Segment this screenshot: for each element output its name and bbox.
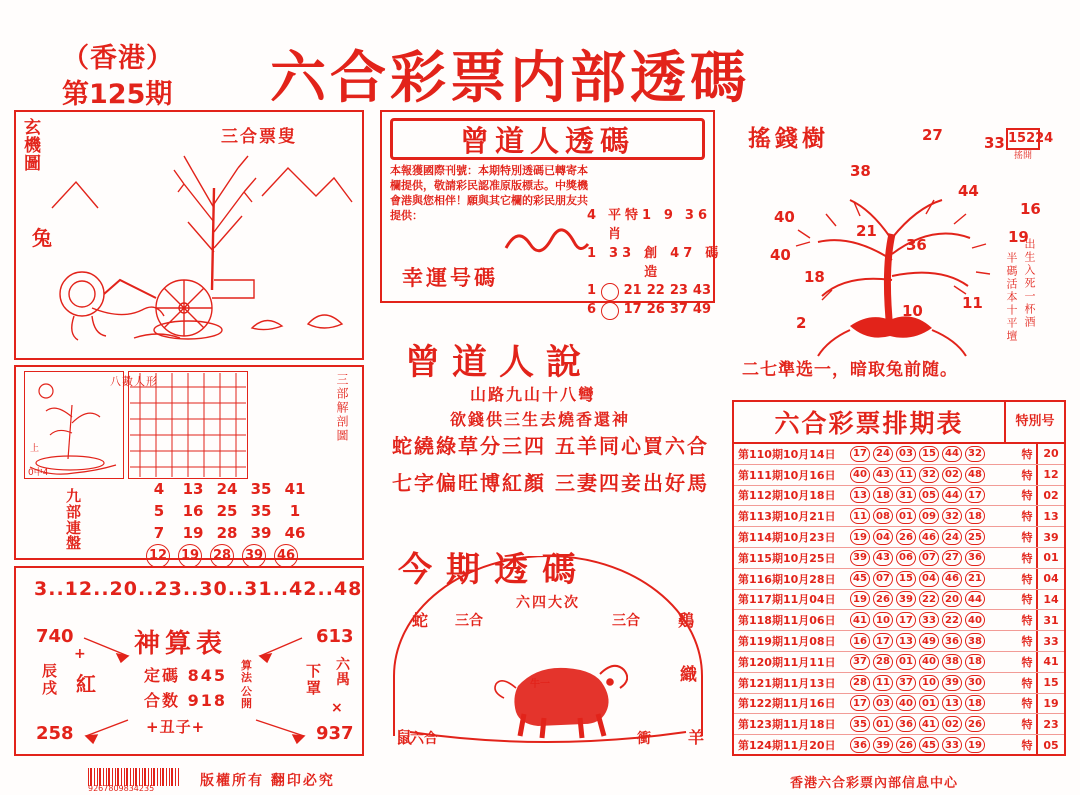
- table-row: [734, 569, 1064, 590]
- lucky-row: [587, 301, 711, 320]
- lottery-ball: 44: [965, 591, 985, 607]
- sanhe-right-label: 三合: [612, 613, 640, 629]
- lottery-ball: 18: [965, 695, 985, 711]
- lottery-ball: 35: [850, 716, 870, 732]
- lottery-ball: 40: [896, 695, 916, 711]
- num-cell-circled: 28: [210, 544, 234, 568]
- lottery-ball: 17: [850, 446, 870, 462]
- special-number: 41: [1036, 652, 1064, 672]
- svg-text:上: 上: [30, 444, 40, 454]
- lucky-number-table: [587, 207, 723, 320]
- special-marker: 特: [1021, 593, 1033, 607]
- special-marker: 特: [1021, 551, 1033, 565]
- schedule-table-panel: [732, 400, 1066, 756]
- num-cell-circled: 19: [178, 544, 202, 568]
- zds-subtitle-2: 欲錢供三生去燒香還神: [450, 410, 631, 429]
- liuhe-label: 六合: [410, 731, 438, 747]
- bashu-illustration: [24, 371, 124, 479]
- chenxu-label: 辰戌: [42, 662, 58, 698]
- zodiac-rat: 鼠: [396, 728, 413, 747]
- lucky-num: 43: [692, 283, 711, 299]
- sanhe-left-label: 三合: [455, 613, 483, 629]
- num-cell: 35: [250, 480, 272, 498]
- schedule-date: 第117期11月04日: [738, 593, 836, 607]
- lottery-ball: 01: [896, 508, 916, 524]
- lottery-ball: 37: [896, 675, 916, 691]
- lottery-ball: 36: [965, 550, 985, 566]
- xuanji-illustration: [16, 112, 362, 358]
- tree-number: 21: [856, 222, 877, 240]
- money-tree-title: 搖錢樹: [748, 126, 829, 152]
- table-row: [734, 714, 1064, 735]
- circle-marker: [601, 283, 619, 301]
- lottery-ball: 17: [850, 695, 870, 711]
- special-marker: 特: [1021, 531, 1033, 545]
- zengdaoren-banner: [390, 118, 705, 160]
- schedule-date: 第114期10月23日: [738, 531, 836, 545]
- num-cell: 1: [289, 501, 301, 520]
- lottery-ball: 39: [942, 675, 962, 691]
- lottery-ball: 15: [919, 446, 939, 462]
- lottery-ball: 37: [850, 654, 870, 670]
- lottery-ball: 04: [873, 529, 893, 545]
- zds-verse-1: 蛇繞綠草分三四 五羊同心買六合: [392, 434, 709, 458]
- lottery-ball: 36: [896, 716, 916, 732]
- schedule-date: 第123期11月18日: [738, 718, 836, 732]
- gongkai-label: 公開: [241, 685, 252, 711]
- special-marker: 特: [1021, 635, 1033, 649]
- tree-number: 11: [962, 294, 983, 312]
- num-cell-circled: 12: [146, 544, 170, 568]
- lottery-ball: 46: [942, 571, 962, 587]
- lottery-ball: 07: [873, 571, 893, 587]
- xuanji-label: 玄機圖: [24, 118, 41, 174]
- num-cell: 7: [153, 523, 165, 542]
- num-cell: 35: [250, 501, 272, 520]
- lottery-ball: 38: [965, 633, 985, 649]
- lottery-ball: 36: [942, 633, 962, 649]
- lottery-ball: 01: [919, 695, 939, 711]
- lottery-ball: 10: [873, 612, 893, 628]
- lottery-ball: 13: [942, 695, 962, 711]
- corner-number-tl: 740: [36, 626, 74, 647]
- zodiac-rooster: 鷄: [678, 611, 695, 630]
- sub-header: 47: [670, 245, 697, 261]
- number-strip: 3..12..20..23..30..31..42..48: [34, 578, 363, 600]
- shensuan-title: 神算表: [134, 629, 228, 659]
- tree-number: 19: [1008, 228, 1029, 246]
- schedule-date: 第116期10月28日: [738, 572, 836, 586]
- special-number: 12: [1036, 465, 1064, 485]
- table-row: [734, 652, 1064, 673]
- sub-header: 碼: [705, 245, 723, 261]
- lottery-ball: 26: [873, 591, 893, 607]
- corner-number-bl: 258: [36, 723, 74, 744]
- schedule-date: 第115期10月25日: [738, 551, 836, 565]
- lottery-ball: 43: [873, 550, 893, 566]
- tree-number: 33: [984, 134, 1005, 152]
- tree-number: 2: [796, 314, 807, 332]
- ball-group: [850, 633, 1018, 649]
- ball-group: [850, 591, 1018, 607]
- table-row: [734, 631, 1064, 652]
- tree-number: 27: [922, 126, 943, 144]
- hong-label: 紅: [76, 672, 96, 696]
- lottery-ball: 39: [850, 550, 870, 566]
- lottery-ball: 41: [850, 612, 870, 628]
- lottery-ball: 07: [919, 550, 939, 566]
- special-marker: 特: [1021, 572, 1033, 586]
- col-header: 4: [587, 208, 601, 223]
- ball-group: [850, 571, 1018, 587]
- table-row: [734, 673, 1064, 694]
- sanbu-vertical-label: 三部解剖圖: [335, 373, 349, 443]
- tree-number: 40: [774, 208, 795, 226]
- zengdaoren-panel: [380, 110, 723, 318]
- lottery-ball: 26: [965, 716, 985, 732]
- stamp-number: 15224: [1006, 128, 1040, 150]
- heshu-value: 合数 918: [144, 691, 227, 710]
- special-number: 39: [1036, 527, 1064, 547]
- lottery-ball: 28: [850, 675, 870, 691]
- special-marker: 特: [1021, 718, 1033, 732]
- schedule-header-row: [734, 402, 1064, 444]
- lottery-ball: 40: [850, 467, 870, 483]
- special-number: 31: [1036, 610, 1064, 630]
- lucky-num: 21: [623, 283, 642, 299]
- lottery-ball: 44: [942, 446, 962, 462]
- lottery-ball: 17: [873, 633, 893, 649]
- table-row: [734, 527, 1064, 548]
- schedule-title: 六合彩票排期表: [734, 402, 1006, 442]
- lottery-ball: 27: [942, 550, 962, 566]
- suanfa-label: 算法: [241, 659, 252, 685]
- stamp-caption: 搖開: [1013, 151, 1032, 161]
- ball-group: [850, 654, 1018, 670]
- lucky-num: 17: [623, 302, 642, 318]
- lucky-num: 49: [692, 302, 711, 318]
- sub-header: 1: [587, 245, 601, 261]
- lottery-ball: 18: [873, 487, 893, 503]
- lottery-ball: 04: [919, 571, 939, 587]
- schedule-date: 第124期11月20日: [738, 739, 836, 753]
- corner-number-br: 937: [316, 723, 354, 744]
- lottery-ball: 13: [896, 633, 916, 649]
- special-number: 02: [1036, 486, 1064, 506]
- lucky-num: 37: [669, 302, 688, 318]
- lottery-ball: 32: [942, 508, 962, 524]
- lottery-ball: 17: [896, 612, 916, 628]
- table-row: [734, 506, 1064, 527]
- table-row: [734, 610, 1064, 631]
- schedule-date: 第113期10月21日: [738, 510, 836, 524]
- liuhe-label: 六禺: [336, 657, 350, 689]
- schedule-date: 第111期10月16日: [738, 468, 836, 482]
- lottery-ball: 02: [942, 716, 962, 732]
- zengdaoren-says-title: 曾道人說: [405, 343, 594, 383]
- tree-number: 16: [1020, 200, 1041, 218]
- lottery-ball: 30: [965, 675, 985, 691]
- lottery-ball: 06: [896, 550, 916, 566]
- zhi-label: 織: [680, 665, 697, 685]
- right-vertical-text-1: 出生入死一杯酒: [1023, 238, 1036, 329]
- lottery-ball: 10: [919, 675, 939, 691]
- lottery-ball: 02: [942, 467, 962, 483]
- chong-label: 衝: [637, 731, 651, 747]
- lottery-ball: 40: [965, 612, 985, 628]
- lottery-ball: 49: [919, 633, 939, 649]
- special-number: 05: [1036, 735, 1064, 755]
- schedule-date: 第112期10月18日: [738, 489, 836, 503]
- lottery-ball: 24: [942, 529, 962, 545]
- zds-subtitle-1: 山路九山十八彎: [470, 385, 597, 404]
- lottery-ball: 32: [919, 467, 939, 483]
- ball-group: [850, 508, 1018, 524]
- publisher-name: 香港六合彩票內部信息中心: [790, 776, 959, 791]
- lottery-ball: 22: [919, 591, 939, 607]
- tree-number: 40: [770, 246, 791, 264]
- lottery-ball: 44: [942, 487, 962, 503]
- col-header: 36: [684, 208, 711, 223]
- lucky-num: 26: [646, 302, 665, 318]
- lottery-ball: 45: [850, 571, 870, 587]
- ball-group: [850, 716, 1018, 732]
- special-number: 19: [1036, 694, 1064, 714]
- lottery-ball: 24: [873, 446, 893, 462]
- schedule-date: 第118期11月06日: [738, 614, 836, 628]
- lottery-ball: 11: [896, 467, 916, 483]
- ball-group: [850, 467, 1018, 483]
- ball-group: [850, 550, 1018, 566]
- schedule-special-header: 特別号: [1015, 413, 1055, 429]
- ball-group: [850, 695, 1018, 711]
- schedule-date: 第120期11月11日: [738, 655, 836, 669]
- lottery-ball: 33: [942, 737, 962, 753]
- ball-group: [850, 737, 1018, 753]
- lottery-ball: 45: [919, 737, 939, 753]
- issue-number: 第125期: [62, 79, 173, 110]
- svg-text:0中4: 0中4: [28, 468, 49, 478]
- ball-group: [850, 446, 1018, 462]
- ball-group: [850, 529, 1018, 545]
- scribble-illustration: [502, 220, 592, 260]
- lottery-ball: 01: [873, 716, 893, 732]
- lottery-ball: 18: [965, 654, 985, 670]
- lottery-ball: 05: [919, 487, 939, 503]
- special-marker: 特: [1021, 655, 1033, 669]
- lottery-ball: 03: [896, 446, 916, 462]
- lucky-num: 23: [669, 283, 688, 299]
- lottery-ball: 26: [896, 737, 916, 753]
- lottery-ball: 20: [942, 591, 962, 607]
- lottery-ball: 36: [850, 737, 870, 753]
- table-row: [734, 444, 1064, 465]
- sanhe-label: 三合票叟: [221, 127, 297, 147]
- lottery-ball: 11: [873, 675, 893, 691]
- lucky-num: 1: [587, 283, 597, 299]
- corner-number-tr: 613: [316, 626, 354, 647]
- lottery-ball: 43: [873, 467, 893, 483]
- special-marker: 特: [1021, 676, 1033, 690]
- num-cell: 24: [216, 480, 238, 498]
- special-marker: 特: [1021, 468, 1033, 482]
- lottery-ball: 41: [919, 716, 939, 732]
- special-number: 20: [1036, 444, 1064, 464]
- schedule-date: 第122期11月16日: [738, 697, 836, 711]
- special-marker: 特: [1021, 447, 1033, 461]
- lucky-number-label: 幸運号碼: [402, 266, 498, 290]
- number-grid: [146, 479, 308, 568]
- lottery-ball: 39: [896, 591, 916, 607]
- top-small-label: 六四大次: [516, 595, 580, 611]
- num-cell: 28: [216, 523, 238, 542]
- lottery-ball: 01: [896, 654, 916, 670]
- plus-sign: +: [74, 646, 86, 662]
- lucky-num: 22: [646, 283, 665, 299]
- special-marker: 特: [1021, 510, 1033, 524]
- grid-illustration: [130, 373, 246, 477]
- table-row: [734, 590, 1064, 611]
- schedule-date: 第110期10月14日: [738, 447, 836, 461]
- jiubu-label: 九部連盤: [66, 487, 82, 553]
- special-marker: 特: [1021, 614, 1033, 628]
- dingma-value: 定碼 845: [144, 666, 227, 685]
- special-marker: 特: [1021, 739, 1033, 753]
- lottery-ball: 46: [919, 529, 939, 545]
- x-mark: ×: [331, 700, 343, 716]
- special-marker: 特: [1021, 489, 1033, 503]
- lottery-ball: 16: [850, 633, 870, 649]
- lottery-ball: 09: [919, 508, 939, 524]
- special-number: 14: [1036, 590, 1064, 610]
- lottery-ball: 13: [850, 487, 870, 503]
- lottery-ball: 33: [919, 612, 939, 628]
- num-cell: 25: [216, 501, 238, 520]
- schedule-rows: [734, 444, 1064, 756]
- lottery-ball: 21: [965, 571, 985, 587]
- ox-illustration: [488, 640, 628, 740]
- sub-header: 33: [609, 245, 636, 261]
- special-marker: 特: [1021, 697, 1033, 711]
- ball-group: [850, 612, 1018, 628]
- tree-number: 36: [906, 236, 927, 254]
- special-number: 33: [1036, 631, 1064, 651]
- special-number: 23: [1036, 714, 1064, 734]
- xiazhu-label: 下罩: [306, 662, 322, 698]
- table-row: [734, 548, 1064, 569]
- lottery-ball: 25: [965, 529, 985, 545]
- circle-marker: [601, 302, 619, 320]
- lottery-ball: 22: [942, 612, 962, 628]
- special-number: 13: [1036, 506, 1064, 526]
- lottery-ball: 19: [850, 529, 870, 545]
- num-cell: 13: [182, 480, 204, 498]
- lottery-ball: 28: [873, 654, 893, 670]
- lottery-ball: 11: [850, 508, 870, 524]
- lottery-ball: 40: [919, 654, 939, 670]
- zds-verse-2: 七字偏旺博紅顏 三妻四妾出好馬: [392, 471, 709, 495]
- copyright-text: 版權所有 翻印必究: [200, 773, 335, 789]
- tree-number: 38: [850, 162, 871, 180]
- num-cell: 4: [153, 480, 165, 498]
- num-cell: 5: [153, 501, 165, 520]
- lottery-ball: 08: [873, 508, 893, 524]
- num-cell: 16: [182, 501, 204, 520]
- page-title: 六合彩票内部透碼: [270, 46, 750, 111]
- lottery-ball: 19: [850, 591, 870, 607]
- chouzi-label: +丑子+: [146, 718, 206, 736]
- ball-group: [850, 675, 1018, 691]
- xuanji-diagram-panel: [14, 110, 364, 360]
- erqi-slogan: 二七準选一，暗取兔前随。: [742, 360, 958, 380]
- sub-header: 創造: [644, 245, 662, 280]
- shensuan-panel: [14, 566, 364, 756]
- lottery-ball: 38: [942, 654, 962, 670]
- tree-number: 18: [804, 268, 825, 286]
- special-number: 01: [1036, 548, 1064, 568]
- num-cell: 41: [284, 480, 306, 498]
- table-row: [734, 465, 1064, 486]
- rabbit-label: 兔: [32, 226, 52, 250]
- lottery-ball: 15: [896, 571, 916, 587]
- ball-group: [850, 487, 1018, 503]
- special-number: 04: [1036, 569, 1064, 589]
- col-header: 平特1肖: [608, 208, 656, 242]
- num-cell-circled: 39: [242, 544, 266, 568]
- zodiac-goat: 羊: [688, 728, 705, 747]
- arrows-illustration: [16, 608, 362, 754]
- table-row: [734, 694, 1064, 715]
- jiubu-panel: [14, 365, 364, 563]
- jinqi-title: 今期透碼: [398, 550, 590, 590]
- right-vertical-text-2: 半碼活本十平壇: [1005, 252, 1018, 343]
- lottery-ball: 03: [873, 695, 893, 711]
- lottery-ball: 31: [896, 487, 916, 503]
- lucky-row: [587, 282, 711, 301]
- schedule-date: 第121期11月13日: [738, 676, 836, 690]
- lottery-ball: 19: [965, 737, 985, 753]
- notice-text: 本報獲國際刊號：本期特別透碼已轉寄本欄提供，敬請彩民認准原版標志。中獎機會港與您相伴！願與其它欄的彩民朋友共提供：: [390, 164, 588, 222]
- lottery-ball: 17: [965, 487, 985, 503]
- zengdaoren-banner-text: 曾道人透碼: [459, 123, 635, 158]
- hongkong-label: （香港）: [62, 43, 174, 74]
- table-row: [734, 735, 1064, 756]
- lottery-ball: 48: [965, 467, 985, 483]
- bashu-label: 八數人形: [110, 375, 158, 388]
- lottery-ball: 18: [965, 508, 985, 524]
- schedule-date: 第119期11月08日: [738, 635, 836, 649]
- tree-number: 10: [902, 302, 923, 320]
- lucky-num: 6: [587, 302, 597, 318]
- lottery-ball: 26: [896, 529, 916, 545]
- table-row: [734, 486, 1064, 507]
- num-cell: 46: [284, 523, 306, 542]
- barcode-number: 9267809834235: [88, 784, 155, 793]
- tree-number: 44: [958, 182, 979, 200]
- special-number: 15: [1036, 673, 1064, 693]
- num-cell: 19: [182, 523, 204, 542]
- num-cell: 39: [250, 523, 272, 542]
- lottery-ball: 32: [965, 446, 985, 462]
- num-cell-circled: 46: [274, 544, 298, 568]
- lottery-ball: 39: [873, 737, 893, 753]
- col-header: 9: [663, 208, 677, 223]
- zodiac-snake: 蛇: [412, 611, 429, 630]
